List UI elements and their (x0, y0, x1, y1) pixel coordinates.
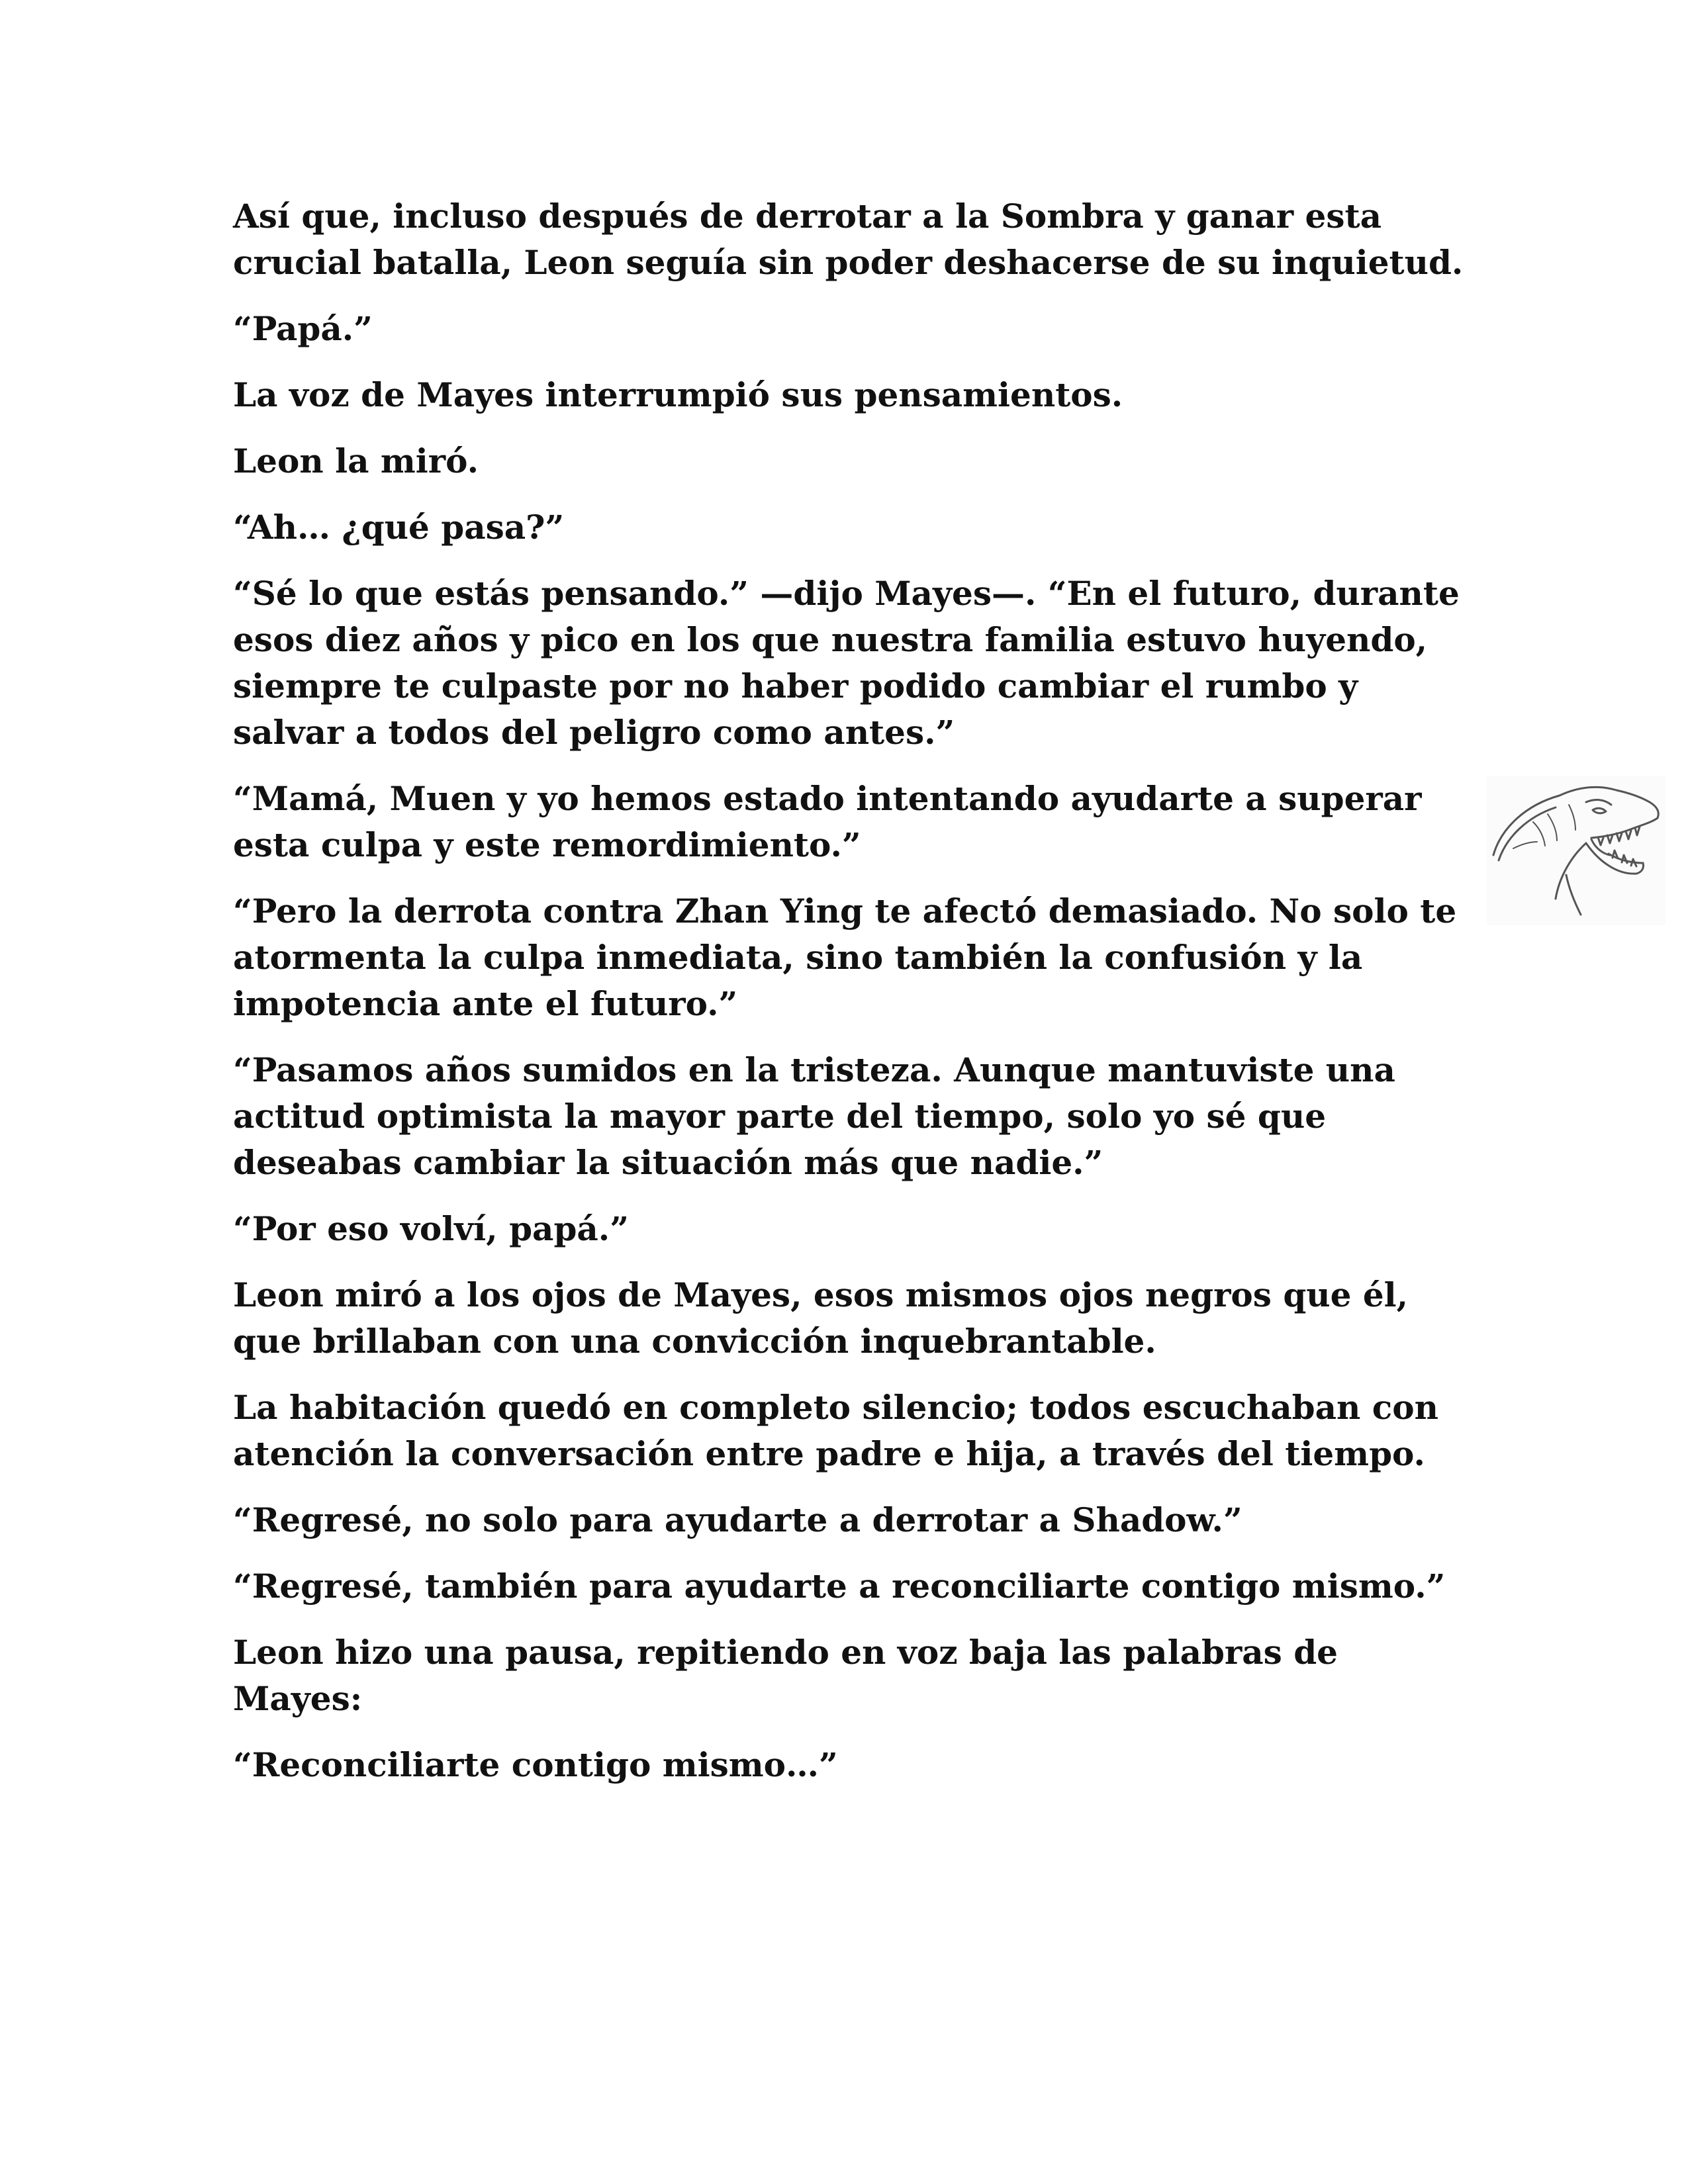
paragraph-9: “Pasamos años sumidos en la tristeza. Aunque mantuviste una actitud optimista la mayor parte del tiempo, solo yo sé que deseabas cambiar la situación más que nadie.” (233, 1050, 1395, 1182)
paragraph-11: Leon miró a los ojos de Mayes, esos mismos ojos negros que él, que brillaban con una convicción inquebrantable. (233, 1275, 1409, 1361)
paragraph-3: La voz de Mayes interrumpió sus pensamientos. (233, 375, 1123, 414)
paragraph-16: “Reconciliarte contigo mismo…” (233, 1745, 838, 1784)
paragraph-10: “Por eso volví, papá.” (233, 1209, 629, 1248)
paragraph-13: “Regresé, no solo para ayudarte a derrotar a Shadow.” (233, 1500, 1243, 1539)
paragraph-6: “Sé lo que estás pensando.” —dijo Mayes—. “En el futuro, durante esos diez años y pico en los que nuestra familia estuvo huyendo, siempre te culpaste por no haber podido cambiar el rumbo y salvar a todos del peligro como antes.” (233, 574, 1460, 752)
dinosaur-head-sketch-icon (1487, 776, 1665, 925)
body-text (233, 193, 1464, 1808)
paragraph-15: Leon hizo una pausa, repitiendo en voz baja las palabras de Mayes: (233, 1633, 1338, 1718)
paragraph-2: “Papá.” (233, 309, 373, 348)
paragraph-8: “Pero la derrota contra Zhan Ying te afectó demasiado. No solo te atormenta la culpa inmediata, sino también la confusión y la impotencia ante el futuro.” (233, 891, 1457, 1023)
paragraph-12: La habitación quedó en completo silencio; todos escuchaban con atención la conversación entre padre e hija, a través del tiempo. (233, 1388, 1438, 1473)
paragraph-5: “Ah… ¿qué pasa?” (233, 508, 565, 547)
paragraph-1: Así que, incluso después de derrotar a la Sombra y ganar esta crucial batalla, Leon seguía sin poder deshacerse de su inquietud. (233, 197, 1464, 282)
paragraph-14: “Regresé, también para ayudarte a reconciliarte contigo mismo.” (233, 1567, 1446, 1606)
paragraph-4: Leon la miró. (233, 441, 479, 480)
paragraph-7: “Mamá, Muen y yo hemos estado intentando ayudarte a superar esta culpa y este remordimiento.” (233, 779, 1422, 864)
